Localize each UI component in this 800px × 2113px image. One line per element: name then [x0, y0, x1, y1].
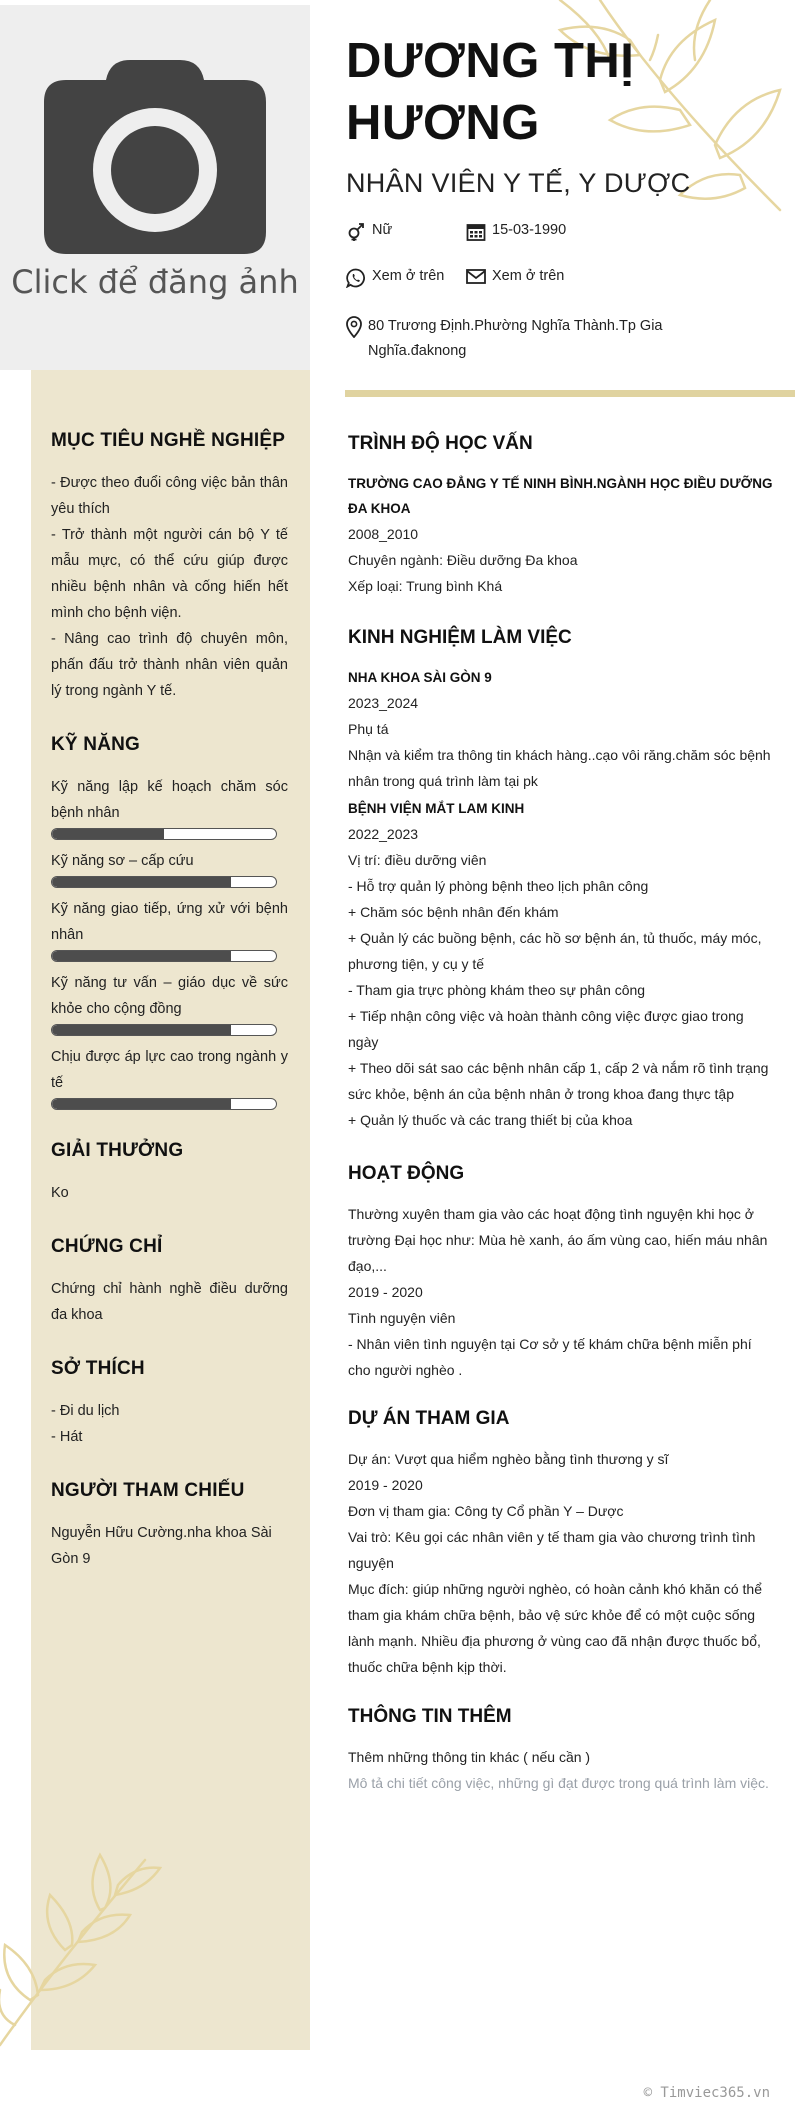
- skill-bar-fill: [52, 1025, 231, 1035]
- email-row: [466, 268, 564, 286]
- awards-text: Ko: [51, 1185, 69, 1201]
- skill-bar-fill: [52, 951, 231, 961]
- calendar-icon: [466, 222, 486, 242]
- job-detail: - Hỗ trợ quản lý phòng bệnh theo lịch phân công: [348, 878, 649, 894]
- job-title: NHÂN VIÊN Y TẾ, Y DƯỢC: [346, 168, 691, 198]
- leaf-decoration-bottom-icon: [0, 1840, 170, 2050]
- certificates-title: CHỨNG CHỈ: [51, 1236, 163, 1257]
- projects-title: DỰ ÁN THAM GIA: [348, 1408, 510, 1429]
- skill-bar-fill: [52, 829, 164, 839]
- activity-line: - Nhân viên tình nguyện tại Cơ sở y tế khám chữa bệnh miễn phí cho người nghèo .: [348, 1336, 752, 1378]
- job-detail: Vị trí: điều dưỡng viên: [348, 852, 487, 868]
- education-major: Chuyên ngành: Điều dưỡng Đa khoa: [348, 552, 578, 568]
- school-name: TRƯỜNG CAO ĐẲNG Y TẾ NINH BÌNH.NGÀNH HỌC ĐIỀU DƯỠNG ĐA KHOA: [348, 476, 773, 516]
- hobbies-title: SỞ THÍCH: [51, 1358, 145, 1379]
- job-detail: + Tiếp nhận công việc và hoàn thành công việc được giao trong ngày: [348, 1008, 744, 1050]
- activities-title: HOẠT ĐỘNG: [348, 1163, 465, 1184]
- skill-item: [51, 848, 288, 888]
- skill-bar: [51, 876, 277, 888]
- gender-value: Nữ: [372, 222, 393, 238]
- experience-section: [348, 627, 773, 1133]
- phone-value: Xem ở trên: [372, 268, 445, 284]
- header-divider: [345, 390, 795, 397]
- references-text: Nguyễn Hữu Cường.nha khoa Sài Gòn 9: [51, 1525, 272, 1567]
- project-line: Vai trò: Kêu gọi các nhân viên y tế tham gia vào chương trình tình nguyện: [348, 1529, 756, 1571]
- email-value: Xem ở trên: [492, 268, 565, 284]
- objective-line: - Nâng cao trình độ chuyên môn, phấn đấu trở thành nhân viên quản lý trong ngành Y tế.: [51, 631, 288, 699]
- certificates-section: [51, 1236, 288, 1328]
- references-section: [51, 1480, 288, 1572]
- activity-line: Thường xuyên tham gia vào các hoạt động tình nguyện khi học ở trường Đại học như: Mùa hè xanh, áo ấm vùng cao, hiến máu nhân đạo,...: [348, 1206, 768, 1274]
- skill-bar: [51, 1024, 277, 1036]
- job-period: 2022_2023: [348, 826, 419, 842]
- whatsapp-icon: [346, 268, 366, 288]
- skill-bar-fill: [52, 1099, 231, 1109]
- skill-name: Kỹ năng tư vấn – giáo dục về sức khỏe cho cộng đồng: [51, 975, 288, 1017]
- job-period: 2023_2024: [348, 695, 419, 711]
- hobby-item: - Đi du lịch: [51, 1403, 120, 1419]
- skill-item: [51, 896, 288, 962]
- education-title: TRÌNH ĐỘ HỌC VẤN: [348, 433, 533, 454]
- additional-info-text: Thêm những thông tin khác ( nếu cần ): [348, 1749, 591, 1765]
- company-name: BỆNH VIỆN MẮT LAM KINH: [348, 801, 525, 816]
- mail-icon: [466, 268, 486, 286]
- education-grade: Xếp loại: Trung bình Khá: [348, 578, 503, 594]
- location-pin-icon: [346, 316, 362, 338]
- job-detail: Nhận và kiểm tra thông tin khách hàng..cạo vôi răng.chăm sóc bệnh nhân trong quá trình làm tại pk: [348, 747, 771, 789]
- awards-title: GIẢI THƯỞNG: [51, 1140, 184, 1161]
- skill-bar: [51, 1098, 277, 1110]
- skills-section: [51, 734, 288, 1110]
- objective-section: [51, 430, 288, 704]
- address-value: 80 Trương Định.Phường Nghĩa Thành.Tp Gia Nghĩa.đaknong: [368, 318, 663, 359]
- certificates-text: Chứng chỉ hành nghề điều dưỡng đa khoa: [51, 1281, 288, 1323]
- additional-info-section: [348, 1706, 773, 1796]
- hobbies-section: [51, 1358, 288, 1450]
- job-detail: + Chăm sóc bệnh nhân đến khám: [348, 904, 559, 920]
- objective-line: - Được theo đuổi công việc bản thân yêu thích: [51, 475, 288, 517]
- projects-section: [348, 1408, 773, 1680]
- skill-name: Chịu được áp lực cao trong ngành y tế: [51, 1049, 288, 1091]
- photo-upload-caption[interactable]: Click để đăng ảnh: [11, 263, 299, 301]
- skills-title: KỸ NĂNG: [51, 734, 141, 755]
- job-detail: Phụ tá: [348, 721, 389, 737]
- education-section: [348, 433, 773, 599]
- activity-line: Tình nguyện viên: [348, 1310, 456, 1326]
- photo-upload-area[interactable]: [0, 5, 310, 370]
- birthdate-value: 15-03-1990: [492, 222, 567, 238]
- skill-bar: [51, 828, 277, 840]
- skill-name: Kỹ năng giao tiếp, ứng xử với bệnh nhân: [51, 901, 288, 943]
- additional-info-placeholder[interactable]: Mô tả chi tiết công việc, những gì đạt được trong quá trình làm việc.: [348, 1775, 769, 1791]
- experience-title: KINH NGHIỆM LÀM VIỆC: [348, 627, 572, 648]
- gender-icon: [346, 222, 366, 242]
- activity-line: 2019 - 2020: [348, 1284, 423, 1300]
- address-row: [346, 314, 668, 364]
- additional-info-title: THÔNG TIN THÊM: [348, 1706, 512, 1727]
- references-title: NGƯỜI THAM CHIẾU: [51, 1480, 245, 1501]
- hobby-item: - Hát: [51, 1429, 83, 1445]
- phone-row: [346, 268, 444, 288]
- skill-bar: [51, 950, 277, 962]
- skill-name: Kỹ năng lập kế hoạch chăm sóc bệnh nhân: [51, 779, 288, 821]
- left-sidebar: [31, 370, 310, 2050]
- job-detail: - Tham gia trực phòng khám theo sự phân công: [348, 982, 646, 998]
- candidate-name: DƯƠNG THỊ HƯƠNG: [346, 34, 635, 150]
- objective-title: MỤC TIÊU NGHỀ NGHIỆP: [51, 430, 286, 451]
- camera-icon: [44, 60, 266, 255]
- project-line: Đơn vị tham gia: Công ty Cổ phần Y – Dược: [348, 1503, 624, 1519]
- birthdate-row: [466, 222, 566, 242]
- skill-item: [51, 774, 288, 840]
- job-detail: + Quản lý các buồng bệnh, các hồ sơ bệnh án, tủ thuốc, máy móc, phương tiện, y cụ y tế: [348, 930, 762, 972]
- skill-item: [51, 1044, 288, 1110]
- activities-section: [348, 1163, 773, 1383]
- skill-name: Kỹ năng sơ – cấp cứu: [51, 853, 194, 869]
- objective-line: - Trở thành một người cán bộ Y tế mẫu mực, có thể cứu giúp được nhiều bệnh nhân và cống hiến hết mình cho bệnh viện.: [51, 527, 288, 621]
- education-period: 2008_2010: [348, 526, 419, 542]
- gender-row: [346, 222, 392, 242]
- job-detail: + Theo dõi sát sao các bệnh nhân cấp 1, cấp 2 và nắm rõ tình trạng sức khỏe, bệnh án của bệnh nhân ở trong khoa đang thực tập: [348, 1060, 769, 1102]
- company-name: NHA KHOA SÀI GÒN 9: [348, 670, 492, 685]
- job-detail: + Quản lý thuốc và các trang thiết bị của khoa: [348, 1112, 633, 1128]
- footer-copyright: © Timviec365.vn: [643, 2085, 770, 2101]
- skill-item: [51, 970, 288, 1036]
- skill-bar-fill: [52, 877, 231, 887]
- awards-section: [51, 1140, 288, 1206]
- project-line: Mục đích: giúp những người nghèo, có hoàn cảnh khó khăn có thể tham gia khám chữa bệnh, bảo vệ sức khỏe để có một cuộc sống lành mạnh. Nhiều địa phương ở vùng cao đã nhận được thuốc bổ, thuốc chữa bệnh kịp thời.: [348, 1581, 762, 1675]
- project-line: Dự án: Vượt qua hiểm nghèo bằng tình thương y sĩ: [348, 1451, 669, 1467]
- project-line: 2019 - 2020: [348, 1477, 423, 1493]
